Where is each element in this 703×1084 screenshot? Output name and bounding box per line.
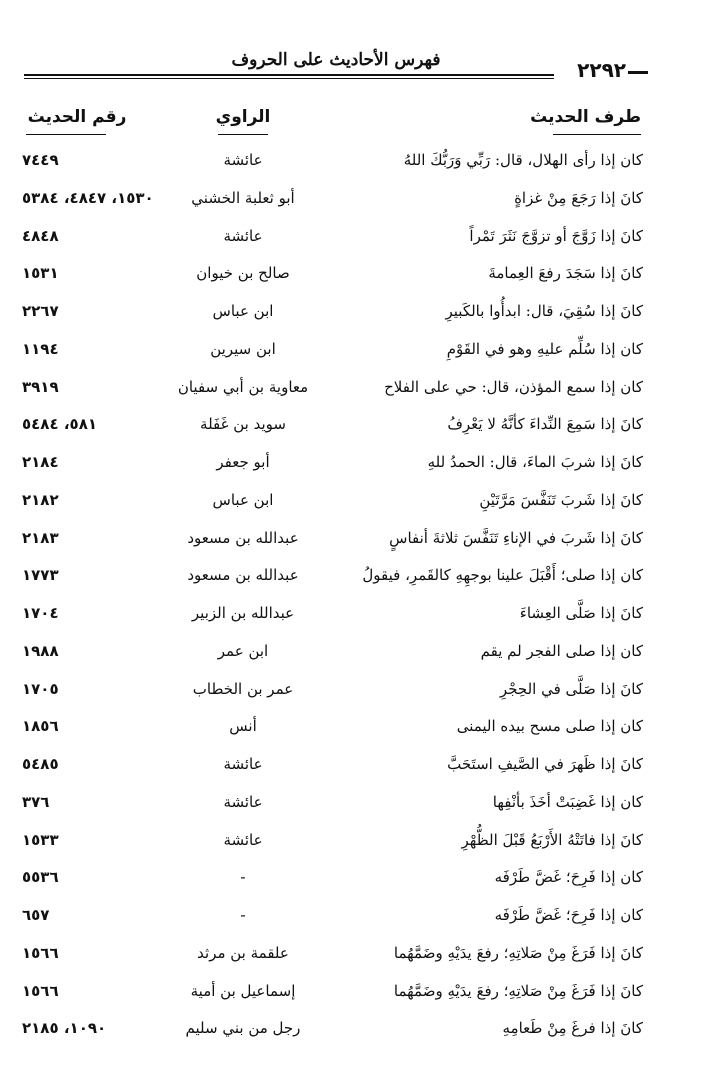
hadith-text: كان إذا فَرِحَ؛ غَضَّ طَرْفَه (494, 868, 643, 887)
narrator: ابن عمر (217, 641, 269, 660)
narrator: عائشة (223, 226, 263, 245)
hadith-text: كانَ إذا زَوَّجَ أو تزوَّجَ نَثَرَ تَمْراً (469, 226, 643, 245)
column-header-underline (218, 134, 268, 135)
narrator: إسماعيل بن أمية (190, 981, 296, 1000)
hadith-text: كانَ إذا فرغَ مِنْ طَعامِهِ (502, 1019, 643, 1038)
hadith-text: كانَ إذا سَجَدَ رفعَ العِمامةَ (488, 264, 643, 283)
hadith-number: ٢١٨٤ (22, 453, 59, 471)
column-header-underline (553, 134, 641, 135)
narrator: عبدالله بن مسعود (187, 566, 299, 585)
hadith-number: ٤٨٤٨ (22, 226, 59, 245)
narrator: أبو جعفر (216, 453, 270, 471)
hadith-text: كانَ إذا صَلَّى العِشاءَ (519, 604, 643, 622)
hadith-number: ١٨٥٦ (22, 717, 59, 736)
narrator: رجل من بني سليم (185, 1019, 301, 1038)
hadith-number: ١٥٦٦ (22, 943, 59, 962)
hadith-number: ٥٤٨٥ (22, 755, 59, 773)
narrator: عائشة (223, 830, 263, 849)
narrator: عبدالله بن مسعود (187, 528, 299, 547)
hadith-number: ١٩٨٨ (22, 641, 59, 660)
index-row (0, 865, 703, 903)
index-row (0, 186, 703, 224)
narrator: عبدالله بن الزبير (191, 604, 295, 622)
column-header-narrator: الراوي (215, 107, 271, 127)
hadith-number: ٧٤٤٩ (22, 151, 59, 169)
index-row (0, 450, 703, 488)
hadith-text: كان إذا فَرِحَ؛ غَضَّ طَرْفَه (494, 906, 643, 924)
hadith-number: ٢٢٦٧ (22, 302, 59, 320)
hadith-text: كانَ إذا شَربَ في الإناءِ تَنَفَّسَ ثلاثةَ أنفاسٍ (389, 528, 643, 547)
narrator: - (240, 868, 246, 887)
hadith-number: ١٥٦٦ (22, 981, 59, 1000)
hadith-number: ٣٩١٩ (22, 377, 59, 396)
column-header-underline (26, 134, 106, 135)
hadith-text: كانَ إذا شَربَ تَنَفَّسَ مَرَّتَيْنِ (479, 490, 643, 509)
hadith-text: كانَ إذا فَرَغَ مِنْ صَلاتِهِ؛ رفعَ يدَيْهِ وضَمَّهُما (393, 981, 643, 1000)
hadith-number: ٥٨١، ٥٤٨٤ (22, 415, 98, 434)
hadith-number: ٢١٨٣ (22, 528, 59, 547)
running-head-rule (24, 74, 554, 79)
hadith-number: ١٥٣٣ (22, 830, 59, 849)
narrator: عمر بن الخطاب (192, 679, 294, 698)
narrator: عائشة (223, 792, 263, 811)
index-row (0, 828, 703, 866)
hadith-text: كان إذا سُلِّم عليهِ وهو في القَوْمِ (446, 339, 643, 358)
narrator: سويد بن غَفَلة (200, 415, 286, 434)
hadith-number: ١١٩٤ (22, 339, 59, 358)
hadith-text: كانَ إذا فاتَتْهُ الأَرْبَعُ قَبْلَ الظُّهْرِ (461, 830, 643, 849)
index-row (0, 639, 703, 677)
index-row (0, 601, 703, 639)
index-row (0, 1016, 703, 1054)
hadith-text: كان إذا صلى الفجر لم يقم (480, 641, 643, 660)
index-row (0, 375, 703, 413)
hadith-text: كانَ إذا سَمِعَ النِّداءَ كأنَّهُ لا يَعْرِفُ (447, 415, 643, 434)
hadith-number: ٥٥٣٦ (22, 868, 59, 887)
hadith-text: كان إذا صلى مسح بيده اليمنى (456, 717, 643, 736)
hadith-number: ١٧٠٤ (22, 604, 59, 622)
index-row (0, 261, 703, 299)
index-row (0, 148, 703, 186)
index-row (0, 979, 703, 1017)
hadith-text: كان إذا غَضِبَتْ أخَذَ بأنْفِها (492, 792, 643, 811)
narrator: أنس (229, 717, 257, 736)
narrator: صالح بن خيوان (196, 264, 290, 283)
hadith-number: ١٥٣١ (22, 264, 59, 283)
hadith-number: ١٠٩٠، ٢١٨٥ (22, 1019, 107, 1038)
narrator: علقمة بن مرثد (197, 943, 289, 962)
index-row (0, 790, 703, 828)
index-row (0, 563, 703, 601)
running-head (24, 50, 648, 82)
hadith-number: ١٧٧٣ (22, 566, 59, 585)
hadith-text: كان إذا صلى؛ أَقْبَلَ علينا بوجهِهِ كالقَمرِ، فيقولُ (362, 566, 643, 585)
narrator: - (240, 906, 246, 924)
hadith-number: ٣٧٦ (22, 792, 50, 811)
index-row (0, 903, 703, 941)
index-row (0, 412, 703, 450)
index-row (0, 526, 703, 564)
hadith-text: كان إذا سمع المؤذن، قال: حي على الفلاح (384, 377, 643, 396)
narrator: ابن سيرين (210, 339, 276, 358)
index-row (0, 488, 703, 526)
hadith-text: كان إذا رأى الهلال، قال: رَبِّي وَرَبُّكَ اللهُ (403, 151, 643, 169)
narrator: معاوية بن أبي سفيان (177, 377, 309, 396)
narrator: ابن عباس (212, 490, 274, 509)
narrator: أبو ثعلبة الخشني (191, 188, 295, 207)
hadith-number: ١٧٠٥ (22, 679, 59, 698)
narrator: عائشة (223, 755, 263, 773)
hadith-text: كانَ إذا ظَهرَ في الصَّيفِ استَحَبَّ (447, 755, 643, 773)
column-header-hadith-text: طرف الحديث (530, 107, 641, 127)
running-head-title: فهرس الأحاديث على الحروف (231, 50, 441, 70)
index-row (0, 677, 703, 715)
hadith-text: كانَ إذا سُقِيَ، قال: ابدأُوا بالكَبيرِ (445, 302, 643, 320)
column-header-hadith-number: رقم الحديث (27, 107, 127, 127)
narrator: عائشة (223, 151, 263, 169)
hadith-number: ٢١٨٢ (22, 490, 59, 509)
hadith-number: ١٥٣٠، ٤٨٤٧، ٥٣٨٤ (22, 188, 154, 207)
narrator: ابن عباس (212, 302, 274, 320)
hadith-text: كانَ إذا شربَ الماءَ، قال: الحمدُ للهِ (427, 453, 643, 471)
index-row (0, 752, 703, 790)
index-row (0, 941, 703, 979)
page-number-dash (628, 71, 648, 74)
index-row (0, 337, 703, 375)
page-number: ٢٢٩٢ (577, 58, 626, 82)
index-row (0, 714, 703, 752)
hadith-text: كانَ إذا صَلَّى في الحِجْرِ (499, 679, 643, 698)
index-list (0, 148, 703, 1054)
index-row (0, 224, 703, 262)
index-row (0, 299, 703, 337)
hadith-text: كانَ إذا رَجَعَ مِنْ غزاةٍ (514, 188, 643, 207)
hadith-text: كانَ إذا فَرَغَ مِنْ صَلاتِهِ؛ رفعَ يدَيْهِ وضَمَّهُما (393, 943, 643, 962)
hadith-number: ٦٥٧ (22, 906, 50, 924)
